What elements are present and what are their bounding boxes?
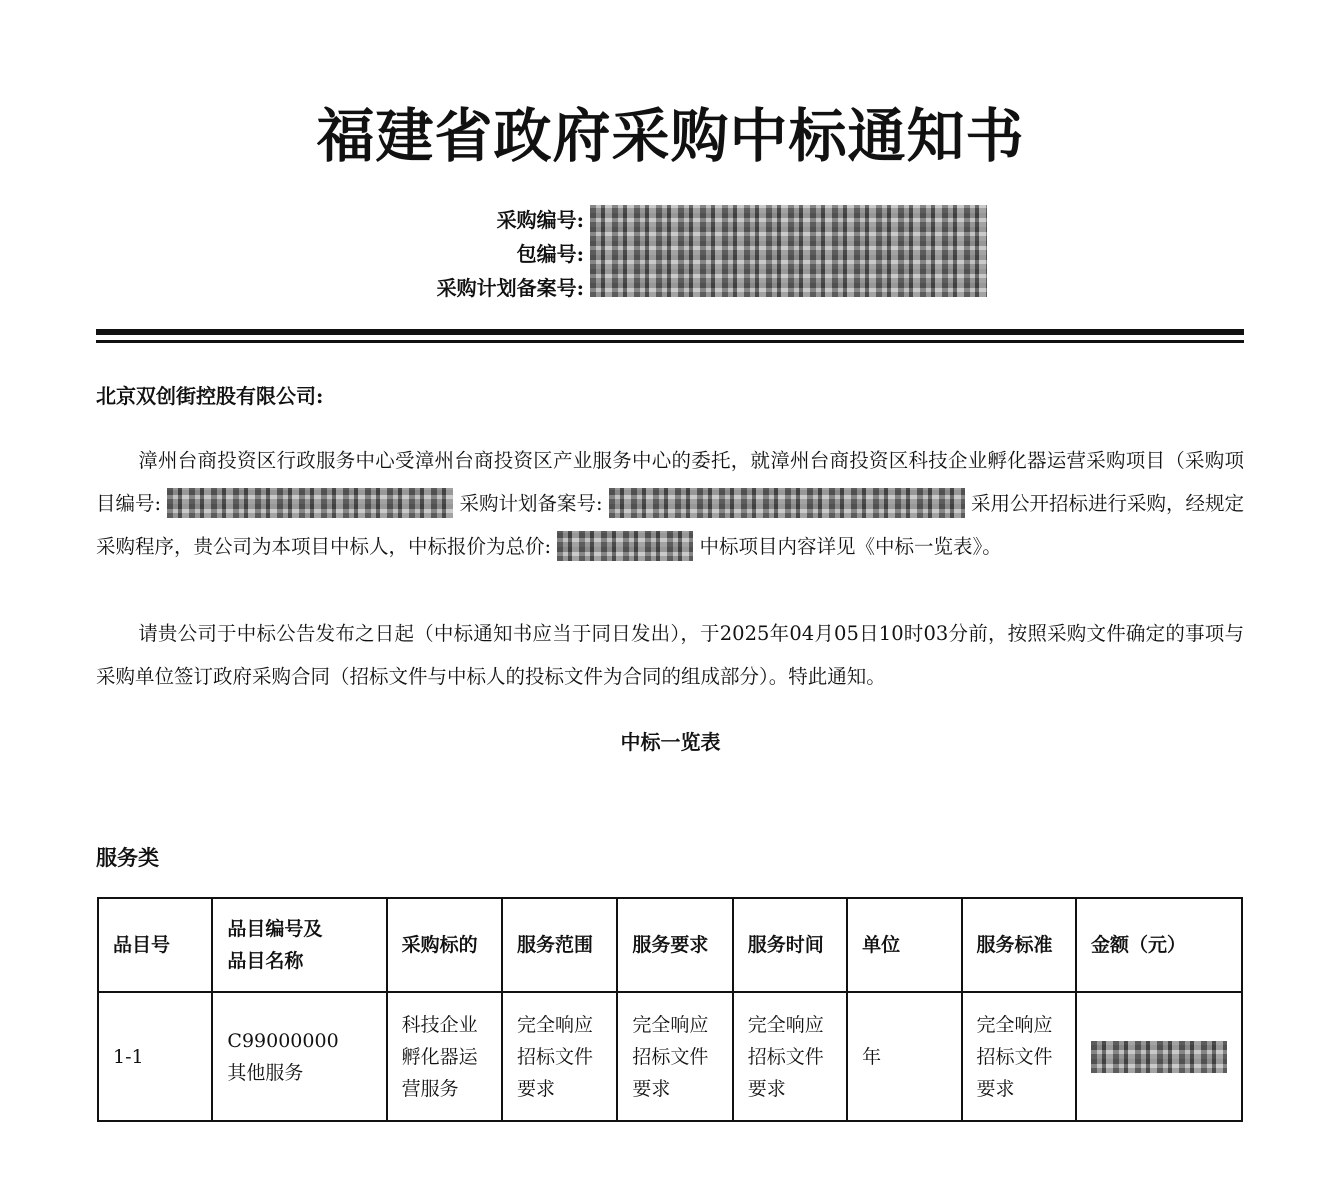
cell-code-name — [212, 992, 386, 1121]
header-standard: 服务标准 — [962, 898, 1076, 992]
procurement-meta — [380, 203, 1000, 305]
document-title: 福建省政府采购中标通知书 — [316, 102, 1025, 170]
header-time: 服务时间 — [733, 898, 847, 992]
paragraph1-part1: 漳州台商投资区行政服务中心受漳州台商投资区产业服务中心的委托，就漳州台商投资区科技企业孵化器运营采购项目（采购项目编号: — [96, 449, 1244, 515]
paragraph1-part3: 采用公开招标进行采购，经规定采购程序，贵公司为本项目中标人，中标报价为总价: — [96, 492, 1244, 558]
cell-code: C99000000 — [227, 1029, 339, 1052]
header-divider-thin — [96, 340, 1244, 343]
header-code-name-line2: 品目名称 — [227, 950, 304, 972]
cell-amount — [1076, 992, 1242, 1121]
cell-item-no: 1-1 — [98, 992, 212, 1121]
cell-unit: 年 — [847, 992, 961, 1121]
meta-label-procurement-no: 采购编号: — [496, 208, 584, 232]
addressee: 北京双创街控股有限公司: — [96, 384, 324, 408]
award-table-title: 中标一览表 — [620, 730, 721, 754]
redacted-amount — [1091, 1041, 1227, 1073]
header-amount: 金额（元） — [1076, 898, 1242, 992]
paragraph1-part4: 中标项目内容详见《中标一览表》。 — [693, 535, 1002, 558]
redacted-meta-values — [590, 205, 987, 297]
meta-label-package-no: 包编号: — [516, 242, 584, 266]
table-row — [98, 992, 1242, 1121]
cell-time: 完全响应招标文件要求 — [733, 992, 847, 1121]
header-requirement: 服务要求 — [617, 898, 732, 992]
header-code-name-line1: 品目编号及 — [227, 918, 323, 940]
table-header-row — [98, 898, 1242, 992]
notice-paragraph-2 — [96, 612, 1244, 698]
redacted-total-price — [557, 531, 693, 561]
notice-paragraph-1 — [96, 439, 1244, 568]
header-divider-thick — [96, 329, 1244, 335]
header-item-no: 品目号 — [98, 898, 212, 992]
paragraph2-text: 请贵公司于中标公告发布之日起（中标通知书应当于同日发出），于2025年04月05日10时03分前，按照采购文件确定的事项与采购单位签订政府采购合同（招标文件与中标人的投标文件为合同的组成部分）。特此通知。 — [96, 622, 1244, 688]
header-unit: 单位 — [847, 898, 961, 992]
award-table — [97, 897, 1243, 1122]
meta-label-plan-record-no: 采购计划备案号: — [436, 276, 584, 300]
cell-standard: 完全响应招标文件要求 — [962, 992, 1076, 1121]
redacted-plan-record-number — [609, 488, 965, 518]
cell-requirement: 完全响应招标文件要求 — [617, 992, 732, 1121]
cell-subject: 科技企业孵化器运营服务 — [387, 992, 502, 1121]
header-subject: 采购标的 — [387, 898, 502, 992]
header-scope: 服务范围 — [502, 898, 617, 992]
cell-name: 其他服务 — [227, 1061, 304, 1084]
redacted-project-number — [167, 488, 453, 518]
category-label: 服务类 — [96, 845, 159, 870]
paragraph1-part2: 采购计划备案号: — [453, 492, 609, 515]
header-code-name — [212, 898, 386, 992]
cell-scope: 完全响应招标文件要求 — [502, 992, 617, 1121]
